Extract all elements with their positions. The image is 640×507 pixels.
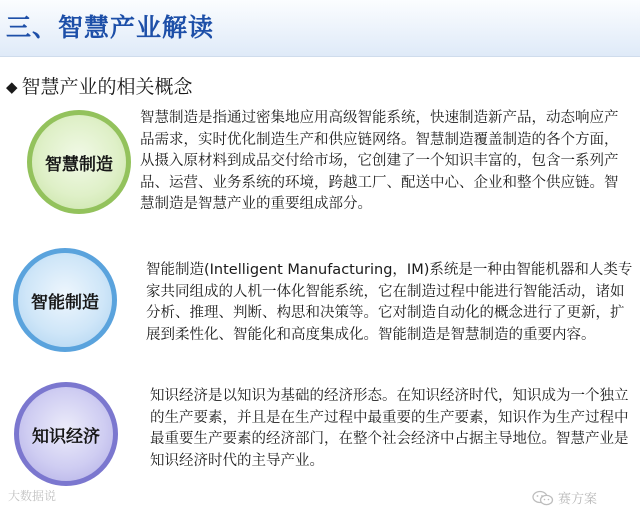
watermark-left-text: 大数据说 [8, 489, 57, 503]
concept-label: 知识经济 [32, 426, 100, 447]
concept-label: 智慧制造 [45, 154, 113, 175]
concept-description: 智慧制造是指通过密集地应用高级智能系统，快速制造新产品，动态响应产品需求，实时优化制造生产和供应链网络。智慧制造覆盖制造的各个方面，从摄入原材料到成品交付给市场，它创建了一个知识丰富的，包含一系列产品、运营、业务系统的环境，跨越工厂、配送中心、企业和整个供应链。智慧制造是智慧产业的重要组成部分。 [140, 110, 619, 212]
section-heading [6, 72, 193, 99]
concept-description: 知识经济是以知识为基础的经济形态。在知识经济时代，知识成为一个独立的生产要素，并且是在生产过程中最重要的生产要素，知识作为生产过程中最重要生产要素的经济部门，在整个社会经济中占据主导地位。智慧产业是知识经济时代的主导产业。 [150, 388, 629, 469]
concept-description: 智能制造(Intelligent Manufacturing，IM)系统是一种由智能机器和人类专家共同组成的人机一体化智能系统，它在制造过程中能进行智能活动，诸如分析、推理、判断、构思和决策等。它对制造自动化的概念进行了更新，扩展到柔性化、智能化和高度集成化。智能制造是智慧制造的重要内容。 [146, 262, 633, 343]
watermark-right-text: 赛方案 [558, 492, 598, 507]
wechat-icon [532, 490, 554, 506]
concept-label: 智能制造 [31, 292, 99, 313]
concept-circle-intelligent-manufacturing [13, 248, 117, 352]
diamond-bullet-icon: ◆ [6, 78, 18, 96]
watermark-right [532, 488, 597, 507]
concept-circle-knowledge-economy [14, 382, 118, 486]
title-bar [0, 0, 640, 57]
section-heading-text: 智慧产业的相关概念 [21, 76, 193, 98]
page-title: 三、智慧产业解读 [6, 13, 215, 42]
watermark-left [8, 487, 56, 504]
concept-circle-smart-manufacturing [27, 110, 131, 214]
